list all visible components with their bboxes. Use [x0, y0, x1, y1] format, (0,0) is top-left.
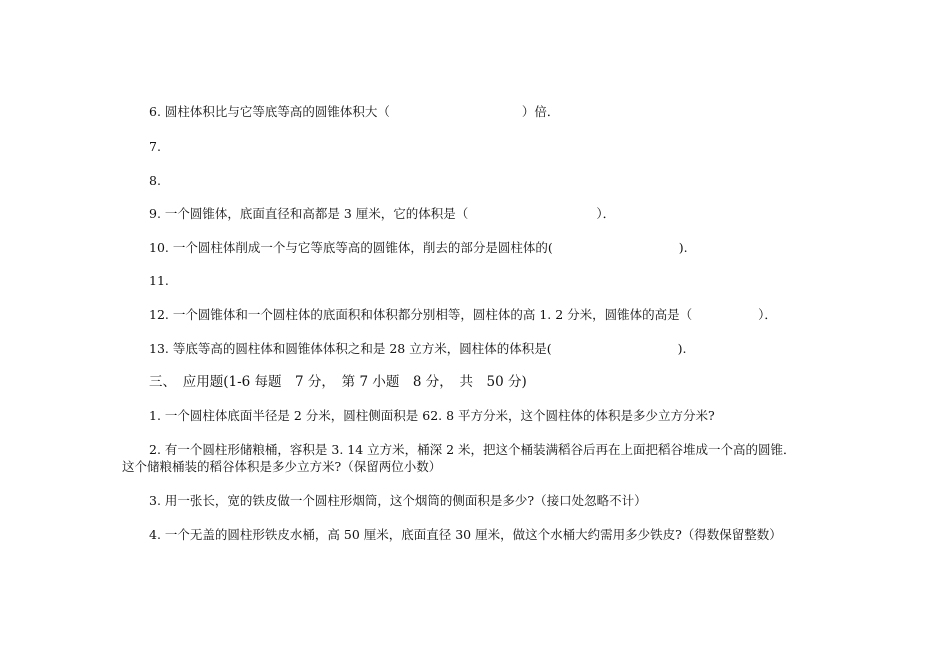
question-8-text: 8.	[149, 173, 161, 188]
question-6	[149, 104, 559, 120]
question-11-text: 11.	[149, 273, 169, 288]
problem-1: 1. 一个圆柱体底面半径是 2 分米，圆柱侧面积是 62. 8 平方分米，这个圆柱体的体积是多少立方分米?	[149, 408, 715, 423]
question-10-text: 10. 一个圆柱体削成一个与它等底等高的圆锥体，削去的部分是圆柱体的(	[149, 240, 553, 255]
question-6-text: 6. 圆柱体积比与它等底等高的圆锥体积大（	[149, 104, 390, 119]
question-8	[149, 173, 161, 189]
question-13-tail: ).	[677, 341, 687, 356]
question-9-text: 9. 一个圆锥体，底面直径和高都是 3 厘米，它的体积是（	[149, 206, 469, 221]
question-12-tail: ）．	[758, 307, 777, 322]
question-6-tail: ）倍．	[521, 104, 560, 119]
question-12-text: 12. 一个圆锥体和一个圆柱体的底面积和体积都分别相等，圆柱体的高 1. 2 分米，圆锥体的高是（	[149, 307, 693, 322]
problem-4: 4. 一个无盖的圆柱形铁皮水桶，高 50 厘米，底面直径 30 厘米，做这个水桶大约需用多少铁皮?（得数保留整数）	[149, 527, 782, 542]
question-11	[149, 273, 169, 289]
section-heading: 三、 应用题(1-6 每题 7 分， 第 7 小题 8 分， 共 50 分)	[149, 374, 527, 390]
question-7-text: 7.	[149, 139, 161, 154]
problem-2-line-1: 2. 有一个圆柱形储粮桶，容积是 3. 14 立方米，桶深 2 米，把这个桶装满稻谷后再在上面把稻谷堆成一个高的圆锥．	[149, 442, 796, 457]
question-10-tail: ).	[678, 240, 688, 255]
problem-3: 3. 用一张长，宽的铁皮做一个圆柱形烟筒，这个烟筒的侧面积是多少?（接口处忽略不计）	[149, 493, 647, 508]
question-9	[149, 206, 615, 222]
question-13-text: 13. 等底等高的圆柱体和圆锥体体积之和是 28 立方米，圆柱体的体积是(	[149, 341, 552, 356]
problem-2-line-2: 这个储粮桶装的稻谷体积是多少立方米?（保留两位小数）	[122, 459, 442, 474]
question-10	[149, 240, 688, 256]
question-13	[149, 341, 686, 357]
question-12	[149, 307, 777, 323]
question-9-tail: ）．	[596, 206, 616, 221]
question-7	[149, 139, 161, 155]
